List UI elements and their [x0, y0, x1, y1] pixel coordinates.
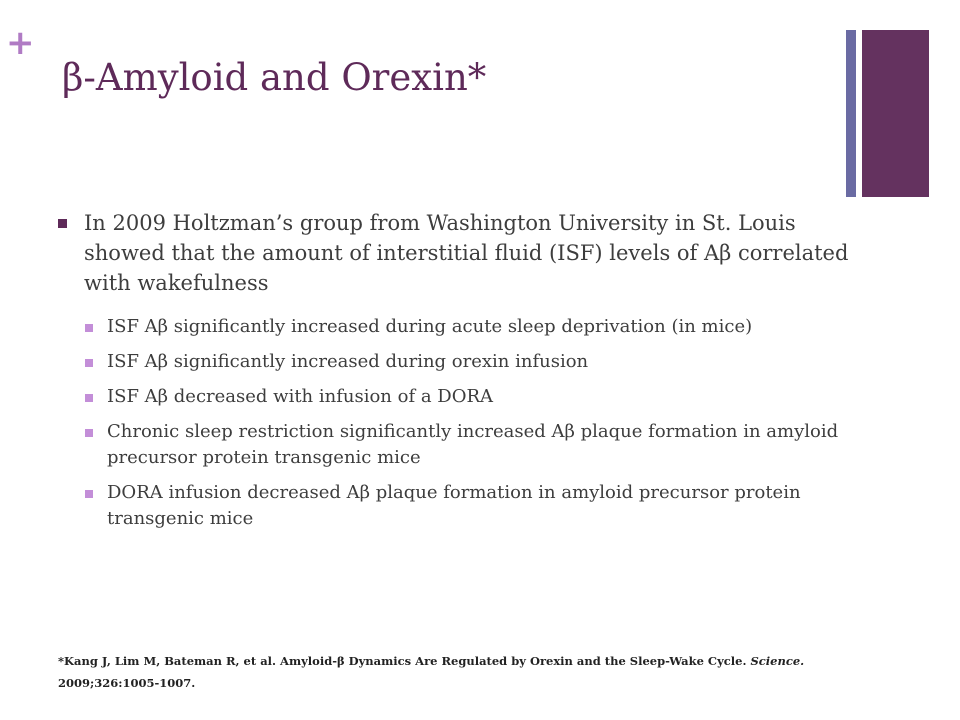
sub-bullet-text: Chronic sleep restriction significantly increased Aβ plaque formation in amyloid precursor protein transgenic mice: [107, 421, 839, 468]
sub-bullet-list: [85, 314, 853, 532]
slide-title: β-Amyloid and Orexin*: [62, 56, 487, 99]
sub-bullet-text: ISF Aβ significantly increased during acute sleep deprivation (in mice): [107, 316, 753, 337]
accent-bar-thin: [846, 30, 856, 197]
square-bullet-icon: [85, 429, 93, 437]
citation-journal: Science.: [750, 654, 805, 668]
sub-bullet-text: DORA infusion decreased Aβ plaque formation in amyloid precursor protein transgenic mice: [107, 482, 801, 529]
accent-bar-thick: [862, 30, 929, 197]
square-bullet-icon: [85, 324, 93, 332]
plus-icon: +: [6, 23, 35, 63]
bullet-list: [58, 208, 853, 541]
sub-bullet-item: [85, 384, 853, 410]
sub-bullet-item: [85, 419, 853, 471]
citation: [58, 650, 938, 694]
citation-details: 2009;326:1005-1007.: [58, 676, 196, 690]
citation-text: *Kang J, Lim M, Bateman R, et al. Amyloid-β Dynamics Are Regulated by Orexin and the Sleep-Wake Cycle.: [58, 654, 747, 668]
square-bullet-icon: [58, 219, 67, 228]
main-bullet-item: [58, 208, 853, 298]
sub-bullet-item: [85, 349, 853, 375]
square-bullet-icon: [85, 359, 93, 367]
sub-bullet-text: ISF Aβ significantly increased during orexin infusion: [107, 351, 589, 372]
main-bullet-text: In 2009 Holtzman’s group from Washington University in St. Louis showed that the amount of interstitial fluid (ISF) levels of Aβ correlated with wakefulness: [84, 211, 849, 295]
sub-bullet-item: [85, 314, 853, 340]
square-bullet-icon: [85, 394, 93, 402]
square-bullet-icon: [85, 490, 93, 498]
sub-bullet-item: [85, 480, 853, 532]
sub-bullet-text: ISF Aβ decreased with infusion of a DORA: [107, 386, 494, 407]
